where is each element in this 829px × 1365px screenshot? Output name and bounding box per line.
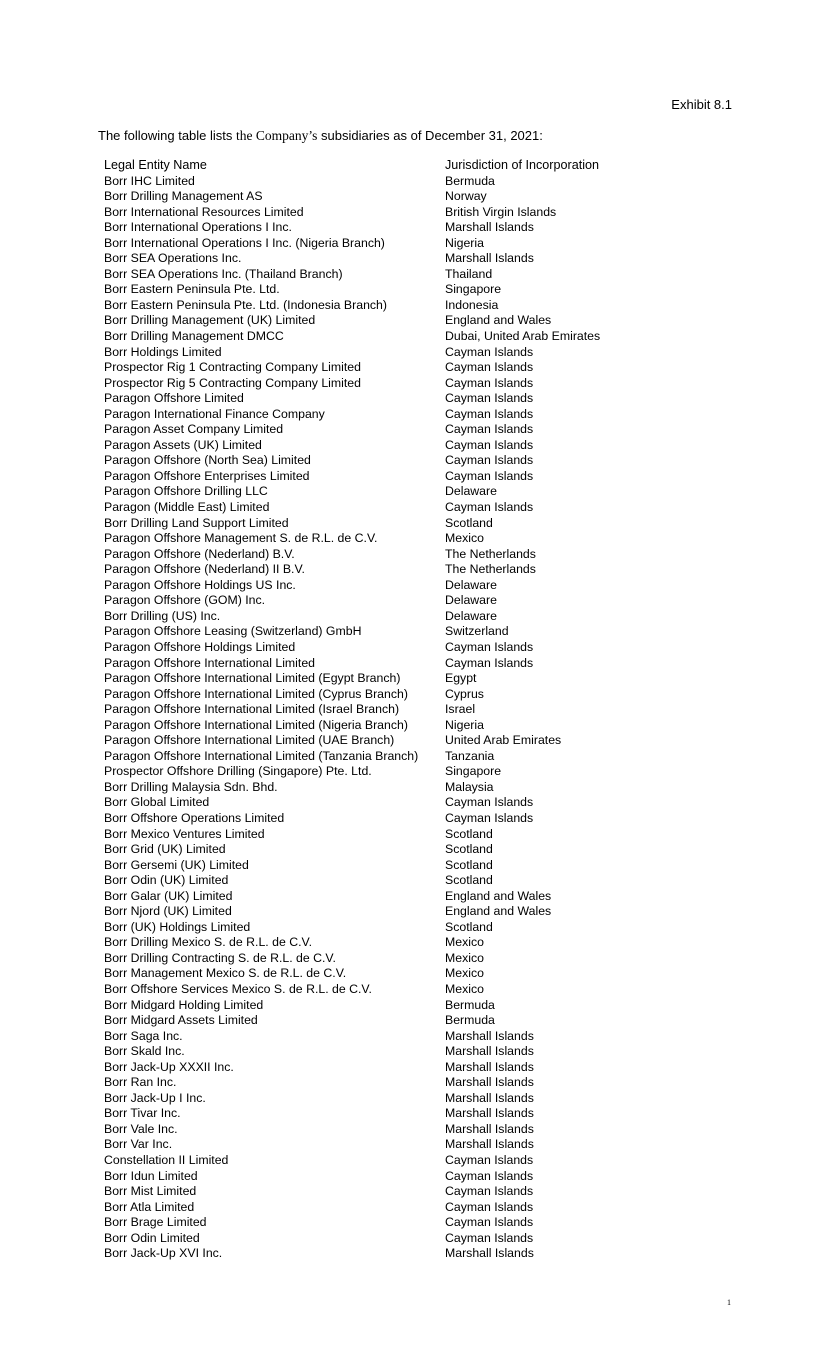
- jurisdiction-cell: Marshall Islands: [445, 1028, 534, 1043]
- jurisdiction-cell: Egypt: [445, 671, 477, 686]
- jurisdiction-cell: Mexico: [445, 966, 484, 981]
- jurisdiction-cell: England and Wales: [445, 313, 552, 328]
- table-row: [104, 671, 664, 687]
- jurisdiction-cell: Dubai, United Arab Emirates: [445, 329, 601, 344]
- table-row: [104, 484, 664, 500]
- jurisdiction-cell: United Arab Emirates: [445, 733, 562, 748]
- legal-entity-name-cell: Borr Holdings Limited: [104, 344, 222, 359]
- table-row: [104, 391, 664, 407]
- jurisdiction-cell: Scotland: [445, 919, 493, 934]
- legal-entity-name-cell: Borr Drilling (US) Inc.: [104, 608, 221, 623]
- table-row: [104, 873, 664, 889]
- legal-entity-name-cell: Borr Atla Limited: [104, 1199, 195, 1214]
- table-body: [104, 174, 664, 1262]
- legal-entity-name-cell: Borr (UK) Holdings Limited: [104, 919, 251, 934]
- table-row: [104, 407, 664, 423]
- table-row: [104, 1091, 664, 1107]
- jurisdiction-cell: Cayman Islands: [445, 360, 534, 375]
- table-row: [104, 966, 664, 982]
- jurisdiction-cell: Singapore: [445, 764, 502, 779]
- jurisdiction-cell: Bermuda: [445, 997, 495, 1012]
- table-row: [104, 1246, 664, 1262]
- table-row: [104, 842, 664, 858]
- legal-entity-name-cell: Borr Drilling Malaysia Sdn. Bhd.: [104, 779, 278, 794]
- jurisdiction-cell: Delaware: [445, 608, 497, 623]
- jurisdiction-cell: Cayman Islands: [445, 422, 534, 437]
- jurisdiction-cell: Norway: [445, 189, 487, 204]
- subsidiaries-table: [104, 158, 664, 1262]
- table-row: [104, 516, 664, 532]
- intro-paragraph: [98, 128, 543, 144]
- jurisdiction-cell: Mexico: [445, 935, 484, 950]
- table-row: [104, 174, 664, 190]
- legal-entity-name-cell: Borr Grid (UK) Limited: [104, 842, 226, 857]
- legal-entity-name-cell: Borr International Resources Limited: [104, 204, 304, 219]
- exhibit-label: Exhibit 8.1: [671, 97, 732, 112]
- table-row: [104, 1075, 664, 1091]
- table-header-row: [104, 158, 664, 174]
- table-row: [104, 920, 664, 936]
- table-row: [104, 749, 664, 765]
- legal-entity-name-cell: Borr Drilling Land Support Limited: [104, 515, 289, 530]
- jurisdiction-cell: The Netherlands: [445, 546, 536, 561]
- legal-entity-name-cell: Borr Gersemi (UK) Limited: [104, 857, 249, 872]
- table-row: [104, 500, 664, 516]
- table-row: [104, 1169, 664, 1185]
- table-row: [104, 780, 664, 796]
- legal-entity-name-cell: Paragon Offshore (Nederland) B.V.: [104, 546, 295, 561]
- jurisdiction-cell: Tanzania: [445, 748, 495, 763]
- page-number: 1: [727, 1298, 731, 1307]
- legal-entity-name-cell: Borr Idun Limited: [104, 1168, 198, 1183]
- jurisdiction-cell: Cayman Islands: [445, 810, 534, 825]
- jurisdiction-cell: Thailand: [445, 266, 493, 281]
- table-row: [104, 267, 664, 283]
- jurisdiction-cell: England and Wales: [445, 888, 552, 903]
- legal-entity-name-cell: Borr Global Limited: [104, 795, 210, 810]
- jurisdiction-cell: Bermuda: [445, 173, 495, 188]
- intro-text-part-2: the Company’s: [236, 128, 318, 143]
- table-row: [104, 624, 664, 640]
- legal-entity-name-cell: Paragon Offshore Management S. de R.L. de C.V.: [104, 531, 378, 546]
- jurisdiction-cell: Delaware: [445, 593, 497, 608]
- legal-entity-name-cell: Paragon Offshore International Limited: [104, 655, 315, 670]
- table-row: [104, 889, 664, 905]
- table-row: [104, 1215, 664, 1231]
- legal-entity-name-cell: Borr Management Mexico S. de R.L. de C.V.: [104, 966, 347, 981]
- jurisdiction-cell: Marshall Islands: [445, 1121, 534, 1136]
- table-row: [104, 313, 664, 329]
- legal-entity-name-cell: Paragon Offshore International Limited (Cyprus Branch): [104, 686, 408, 701]
- legal-entity-name-cell: Borr Odin Limited: [104, 1230, 200, 1245]
- table-row: [104, 702, 664, 718]
- legal-entity-name-cell: Borr Eastern Peninsula Pte. Ltd. (Indonesia Branch): [104, 297, 387, 312]
- jurisdiction-cell: Scotland: [445, 826, 493, 841]
- table-row: [104, 1029, 664, 1045]
- legal-entity-name-cell: Borr Njord (UK) Limited: [104, 904, 232, 919]
- table-row: [104, 376, 664, 392]
- legal-entity-name-cell: Borr Var Inc.: [104, 1137, 173, 1152]
- legal-entity-name-cell: Paragon Offshore Leasing (Switzerland) GmbH: [104, 624, 362, 639]
- table-row: [104, 1044, 664, 1060]
- legal-entity-name-cell: Borr Ran Inc.: [104, 1075, 177, 1090]
- table-row: [104, 422, 664, 438]
- legal-entity-name-cell: Borr Jack-Up XVI Inc.: [104, 1246, 223, 1261]
- legal-entity-name-cell: Borr Galar (UK) Limited: [104, 888, 233, 903]
- jurisdiction-cell: British Virgin Islands: [445, 204, 557, 219]
- legal-entity-name-cell: Borr Skald Inc.: [104, 1044, 185, 1059]
- legal-entity-name-cell: Paragon Offshore Limited: [104, 391, 244, 406]
- jurisdiction-cell: Scotland: [445, 842, 493, 857]
- legal-entity-name-cell: Borr Drilling Mexico S. de R.L. de C.V.: [104, 935, 312, 950]
- table-row: [104, 1013, 664, 1029]
- jurisdiction-cell: Cayman Islands: [445, 795, 534, 810]
- legal-entity-name-cell: Paragon Offshore Drilling LLC: [104, 484, 268, 499]
- table-row: [104, 220, 664, 236]
- legal-entity-name-cell: Borr International Operations I Inc.: [104, 220, 292, 235]
- jurisdiction-cell: Cayman Islands: [445, 344, 534, 359]
- intro-text-part-1: The following table lists: [98, 128, 237, 143]
- table-row: [104, 469, 664, 485]
- jurisdiction-cell: Cayman Islands: [445, 391, 534, 406]
- legal-entity-name-cell: Borr IHC Limited: [104, 173, 195, 188]
- legal-entity-name-cell: Borr Midgard Holding Limited: [104, 997, 264, 1012]
- table-row: [104, 935, 664, 951]
- legal-entity-name-cell: Constellation II Limited: [104, 1153, 229, 1167]
- table-row: [104, 1060, 664, 1076]
- jurisdiction-cell: Scotland: [445, 873, 493, 888]
- legal-entity-name-cell: Prospector Rig 1 Contracting Company Limited: [104, 360, 361, 375]
- jurisdiction-cell: Cayman Islands: [445, 437, 534, 452]
- jurisdiction-cell: Cayman Islands: [445, 406, 534, 421]
- legal-entity-name-cell: Borr Vale Inc.: [104, 1121, 178, 1136]
- table-row: [104, 1200, 664, 1216]
- jurisdiction-cell: Israel: [445, 702, 476, 717]
- table-row: [104, 438, 664, 454]
- legal-entity-name-cell: Borr Jack-Up XXXII Inc.: [104, 1059, 234, 1074]
- jurisdiction-cell: The Netherlands: [445, 562, 536, 577]
- legal-entity-name-cell: Paragon International Finance Company: [104, 406, 325, 421]
- legal-entity-name-cell: Prospector Offshore Drilling (Singapore) Pte. Ltd.: [104, 764, 372, 779]
- legal-entity-name-cell: Paragon Assets (UK) Limited: [104, 437, 262, 452]
- legal-entity-name-cell: Paragon Offshore Holdings Limited: [104, 639, 296, 654]
- legal-entity-name-cell: Paragon Offshore International Limited (Egypt Branch): [104, 671, 401, 686]
- legal-entity-name-cell: Paragon (Middle East) Limited: [104, 500, 270, 515]
- table-row: [104, 205, 664, 221]
- jurisdiction-cell: Marshall Islands: [445, 1106, 534, 1121]
- legal-entity-name-cell: Borr Eastern Peninsula Pte. Ltd.: [104, 282, 280, 297]
- table-row: [104, 1122, 664, 1138]
- jurisdiction-cell: Cayman Islands: [445, 1215, 534, 1230]
- jurisdiction-cell: Mexico: [445, 981, 484, 996]
- column-header-jurisdiction: Jurisdiction of Incorporation: [445, 158, 600, 172]
- legal-entity-name-cell: Borr Midgard Assets Limited: [104, 1013, 258, 1028]
- legal-entity-name-cell: Borr Tivar Inc.: [104, 1106, 181, 1121]
- jurisdiction-cell: Delaware: [445, 484, 497, 499]
- jurisdiction-cell: Marshall Islands: [445, 1090, 534, 1105]
- legal-entity-name-cell: Borr Drilling Management DMCC: [104, 329, 284, 344]
- legal-entity-name-cell: Borr Jack-Up I Inc.: [104, 1090, 206, 1105]
- table-row: [104, 998, 664, 1014]
- jurisdiction-cell: Nigeria: [445, 717, 484, 732]
- jurisdiction-cell: Cayman Islands: [445, 655, 534, 670]
- jurisdiction-cell: Cayman Islands: [445, 1153, 534, 1167]
- table-row: [104, 609, 664, 625]
- jurisdiction-cell: Marshall Islands: [445, 1059, 534, 1074]
- table-row: [104, 904, 664, 920]
- table-row: [104, 329, 664, 345]
- legal-entity-name-cell: Paragon Offshore Holdings US Inc.: [104, 577, 296, 592]
- table-row: [104, 733, 664, 749]
- jurisdiction-cell: Indonesia: [445, 297, 499, 312]
- jurisdiction-cell: Marshall Islands: [445, 251, 534, 266]
- table-row: [104, 858, 664, 874]
- intro-text-part-3: subsidiaries as of December 31, 2021:: [317, 128, 543, 143]
- jurisdiction-cell: Scotland: [445, 515, 493, 530]
- table-row: [104, 531, 664, 547]
- jurisdiction-cell: Cayman Islands: [445, 639, 534, 654]
- legal-entity-name-cell: Paragon Asset Company Limited: [104, 422, 284, 437]
- legal-entity-name-cell: Borr International Operations I Inc. (Nigeria Branch): [104, 235, 385, 250]
- legal-entity-name-cell: Borr Brage Limited: [104, 1215, 207, 1230]
- jurisdiction-cell: Switzerland: [445, 624, 509, 639]
- legal-entity-name-cell: Paragon Offshore International Limited (Tanzania Branch): [104, 748, 419, 763]
- table-row: [104, 189, 664, 205]
- legal-entity-name-cell: Borr SEA Operations Inc.: [104, 251, 242, 266]
- jurisdiction-cell: Marshall Islands: [445, 1044, 534, 1059]
- legal-entity-name-cell: Paragon Offshore Enterprises Limited: [104, 468, 310, 483]
- jurisdiction-cell: Cayman Islands: [445, 1230, 534, 1245]
- jurisdiction-cell: Cayman Islands: [445, 453, 534, 468]
- jurisdiction-cell: England and Wales: [445, 904, 552, 919]
- jurisdiction-cell: Mexico: [445, 950, 484, 965]
- legal-entity-name-cell: Borr Mist Limited: [104, 1184, 197, 1199]
- table-row: [104, 1106, 664, 1122]
- jurisdiction-cell: Cayman Islands: [445, 500, 534, 515]
- legal-entity-name-cell: Prospector Rig 5 Contracting Company Limited: [104, 375, 361, 390]
- table-row: [104, 951, 664, 967]
- table-row: [104, 593, 664, 609]
- legal-entity-name-cell: Borr Drilling Management AS: [104, 189, 263, 204]
- legal-entity-name-cell: Paragon Offshore International Limited (Nigeria Branch): [104, 717, 408, 732]
- legal-entity-name-cell: Borr Mexico Ventures Limited: [104, 826, 265, 841]
- table-row: [104, 687, 664, 703]
- table-row: [104, 578, 664, 594]
- legal-entity-name-cell: Paragon Offshore International Limited (Israel Branch): [104, 702, 400, 717]
- jurisdiction-cell: Cayman Islands: [445, 468, 534, 483]
- table-row: [104, 547, 664, 563]
- table-row: [104, 282, 664, 298]
- table-row: [104, 1231, 664, 1247]
- table-row: [104, 982, 664, 998]
- table-row: [104, 236, 664, 252]
- legal-entity-name-cell: Borr Drilling Contracting S. de R.L. de C.V.: [104, 950, 336, 965]
- table-row: [104, 1137, 664, 1153]
- legal-entity-name-cell: Borr Offshore Services Mexico S. de R.L. de C.V.: [104, 981, 372, 996]
- legal-entity-name-cell: Borr Saga Inc.: [104, 1028, 183, 1043]
- legal-entity-name-cell: Borr Offshore Operations Limited: [104, 810, 285, 825]
- jurisdiction-cell: Marshall Islands: [445, 1246, 534, 1261]
- legal-entity-name-cell: Paragon Offshore International Limited (UAE Branch): [104, 733, 395, 748]
- table-row: [104, 1153, 664, 1169]
- table-row: [104, 795, 664, 811]
- jurisdiction-cell: Cayman Islands: [445, 1168, 534, 1183]
- jurisdiction-cell: Delaware: [445, 577, 497, 592]
- jurisdiction-cell: Marshall Islands: [445, 1075, 534, 1090]
- table-row: [104, 453, 664, 469]
- table-row: [104, 718, 664, 734]
- jurisdiction-cell: Singapore: [445, 282, 502, 297]
- jurisdiction-cell: Mexico: [445, 531, 484, 546]
- table-row: [104, 764, 664, 780]
- jurisdiction-cell: Bermuda: [445, 1013, 495, 1028]
- legal-entity-name-cell: Paragon Offshore (GOM) Inc.: [104, 593, 266, 608]
- jurisdiction-cell: Cyprus: [445, 686, 484, 701]
- jurisdiction-cell: Cayman Islands: [445, 1184, 534, 1199]
- table-row: [104, 811, 664, 827]
- legal-entity-name-cell: Paragon Offshore (North Sea) Limited: [104, 453, 311, 468]
- table-row: [104, 1184, 664, 1200]
- jurisdiction-cell: Scotland: [445, 857, 493, 872]
- jurisdiction-cell: Marshall Islands: [445, 220, 534, 235]
- table-row: [104, 298, 664, 314]
- table-row: [104, 251, 664, 267]
- jurisdiction-cell: Cayman Islands: [445, 375, 534, 390]
- table-row: [104, 345, 664, 361]
- jurisdiction-cell: Nigeria: [445, 235, 484, 250]
- table-row: [104, 656, 664, 672]
- jurisdiction-cell: Cayman Islands: [445, 1199, 534, 1214]
- legal-entity-name-cell: Paragon Offshore (Nederland) II B.V.: [104, 562, 305, 577]
- jurisdiction-cell: Malaysia: [445, 779, 494, 794]
- legal-entity-name-cell: Borr SEA Operations Inc. (Thailand Branch): [104, 266, 343, 281]
- column-header-legal-entity-name: Legal Entity Name: [104, 158, 207, 172]
- table-row: [104, 640, 664, 656]
- table-row: [104, 360, 664, 376]
- jurisdiction-cell: Marshall Islands: [445, 1137, 534, 1152]
- table-row: [104, 562, 664, 578]
- legal-entity-name-cell: Borr Drilling Management (UK) Limited: [104, 313, 316, 328]
- table-row: [104, 827, 664, 843]
- legal-entity-name-cell: Borr Odin (UK) Limited: [104, 873, 229, 888]
